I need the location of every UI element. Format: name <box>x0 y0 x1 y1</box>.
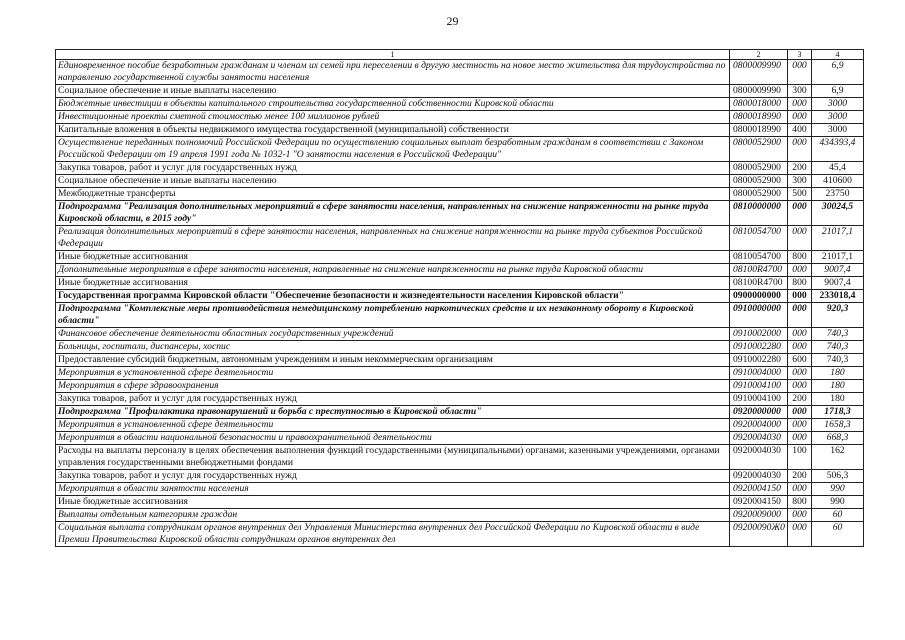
row-amount-cell: 740,3 <box>812 328 864 341</box>
row-amount-cell: 920,3 <box>812 303 864 328</box>
row-code-cell: 0910004100 <box>730 393 788 406</box>
table-row <box>56 290 864 303</box>
row-amount-cell: 60 <box>812 522 864 547</box>
table-row <box>56 201 864 226</box>
row-type-cell: 300 <box>788 175 812 188</box>
row-type-cell: 000 <box>788 226 812 251</box>
row-name-cell: Единовременное пособие безработным гражданам и членам их семей при переселении в другую местность на новое место жительства для трудоустройства по направлению государственной службы занятости населения <box>56 60 730 85</box>
table-row <box>56 483 864 496</box>
table-row <box>56 124 864 137</box>
table-row <box>56 251 864 264</box>
row-amount-cell: 45,4 <box>812 162 864 175</box>
row-type-cell: 300 <box>788 85 812 98</box>
row-amount-cell: 740,3 <box>812 341 864 354</box>
header-cell: 4 <box>812 50 864 60</box>
row-type-cell: 000 <box>788 328 812 341</box>
row-amount-cell: 434393,4 <box>812 137 864 162</box>
row-name-cell: Социальное обеспечение и иные выплаты населению <box>56 175 730 188</box>
table-row <box>56 264 864 277</box>
row-amount-cell: 21017,1 <box>812 251 864 264</box>
row-amount-cell: 162 <box>812 445 864 470</box>
header-cell: 1 <box>56 50 730 60</box>
row-name-cell: Межбюджетные трансферты <box>56 188 730 201</box>
table-row <box>56 509 864 522</box>
row-name-cell: Государственная программа Кировской области "Обеспечение безопасности и жизнедеятельности населения Кировской области" <box>56 290 730 303</box>
row-type-cell: 000 <box>788 341 812 354</box>
row-amount-cell: 23750 <box>812 188 864 201</box>
row-code-cell: 0920004030 <box>730 470 788 483</box>
row-type-cell: 000 <box>788 406 812 419</box>
table-row <box>56 98 864 111</box>
table-row <box>56 226 864 251</box>
row-name-cell: Бюджетные инвестиции в объекты капитального строительства государственной собственности Кировской области <box>56 98 730 111</box>
row-name-cell: Финансовое обеспечение деятельности областных государственных учреждений <box>56 328 730 341</box>
table-row <box>56 393 864 406</box>
row-name-cell: Мероприятия в сфере здравоохранения <box>56 380 730 393</box>
row-amount-cell: 30024,5 <box>812 201 864 226</box>
table-row <box>56 522 864 547</box>
row-name-cell: Подпрограмма "Профилактика правонарушений и борьба с преступностью в Кировской области" <box>56 406 730 419</box>
row-amount-cell: 1658,3 <box>812 419 864 432</box>
row-code-cell: 0800009990 <box>730 85 788 98</box>
row-code-cell: 0910000000 <box>730 303 788 328</box>
table-row <box>56 470 864 483</box>
row-type-cell: 000 <box>788 303 812 328</box>
row-type-cell: 800 <box>788 277 812 290</box>
row-name-cell: Социальное обеспечение и иные выплаты населению <box>56 85 730 98</box>
table-row <box>56 188 864 201</box>
row-amount-cell: 9007,4 <box>812 264 864 277</box>
row-code-cell: 0800052900 <box>730 175 788 188</box>
row-name-cell: Больницы, госпитали, диспансеры, хоспис <box>56 341 730 354</box>
table-header-row <box>56 50 864 60</box>
row-type-cell: 000 <box>788 201 812 226</box>
table-row <box>56 354 864 367</box>
row-type-cell: 200 <box>788 470 812 483</box>
row-name-cell: Осуществление переданных полномочий Российской Федерации по осуществлению социальных выплат безработным гражданам в соответствии с Законом Российской Федерации от 19 апреля 1991 года № 1032-1 "О занятости населения в Российской Федерации" <box>56 137 730 162</box>
row-type-cell: 000 <box>788 137 812 162</box>
row-name-cell: Подпрограмма "Комплексные меры противодействия немедицинскому потреблению наркотических средств и их незаконному обороту в Кировской области" <box>56 303 730 328</box>
row-name-cell: Капитальные вложения в объекты недвижимого имущества государственной (муниципальной) собственности <box>56 124 730 137</box>
table-row <box>56 175 864 188</box>
table-row <box>56 277 864 290</box>
table-row <box>56 380 864 393</box>
row-code-cell: 0920004030 <box>730 445 788 470</box>
row-name-cell: Мероприятия в области национальной безопасности и правоохранительной деятельности <box>56 432 730 445</box>
row-code-cell: 0910002000 <box>730 328 788 341</box>
row-amount-cell: 990 <box>812 483 864 496</box>
row-code-cell: 08100R4700 <box>730 264 788 277</box>
row-name-cell: Мероприятия в установленной сфере деятельности <box>56 419 730 432</box>
row-name-cell: Закупка товаров, работ и услуг для государственных нужд <box>56 470 730 483</box>
row-name-cell: Предоставление субсидий бюджетным, автономным учреждениям и иным некоммерческим организациям <box>56 354 730 367</box>
table-row <box>56 367 864 380</box>
row-name-cell: Иные бюджетные ассигнования <box>56 251 730 264</box>
table-row <box>56 419 864 432</box>
page-number: 29 <box>446 14 459 28</box>
budget-table-body <box>56 50 864 547</box>
row-name-cell: Закупка товаров, работ и услуг для государственных нужд <box>56 393 730 406</box>
row-amount-cell: 6,9 <box>812 85 864 98</box>
row-code-cell: 0800009990 <box>730 60 788 85</box>
row-code-cell: 0800018990 <box>730 124 788 137</box>
row-name-cell: Подпрограмма "Реализация дополнительных мероприятий в сфере занятости населения, направленных на снижение напряженности на рынке труда Кировской области, в 2015 году" <box>56 201 730 226</box>
row-code-cell: 0800052900 <box>730 162 788 175</box>
table-row <box>56 496 864 509</box>
row-code-cell: 0910002280 <box>730 354 788 367</box>
row-name-cell: Закупка товаров, работ и услуг для государственных нужд <box>56 162 730 175</box>
table-row <box>56 432 864 445</box>
row-name-cell: Дополнительные мероприятия в сфере занятости населения, направленные на снижение напряженности на рынке труда Кировской области <box>56 264 730 277</box>
table-row <box>56 328 864 341</box>
table-row <box>56 445 864 470</box>
row-type-cell: 600 <box>788 354 812 367</box>
row-code-cell: 0920004000 <box>730 419 788 432</box>
row-code-cell: 0800052900 <box>730 137 788 162</box>
row-type-cell: 000 <box>788 290 812 303</box>
table-row <box>56 162 864 175</box>
row-name-cell: Иные бюджетные ассигнования <box>56 496 730 509</box>
row-code-cell: 0810000000 <box>730 201 788 226</box>
row-type-cell: 000 <box>788 60 812 85</box>
row-name-cell: Мероприятия в установленной сфере деятельности <box>56 367 730 380</box>
row-type-cell: 000 <box>788 483 812 496</box>
table-row <box>56 85 864 98</box>
row-code-cell: 0910002280 <box>730 341 788 354</box>
row-amount-cell: 3000 <box>812 111 864 124</box>
row-code-cell: 0810054700 <box>730 226 788 251</box>
row-amount-cell: 6,9 <box>812 60 864 85</box>
row-code-cell: 0920000000 <box>730 406 788 419</box>
row-type-cell: 000 <box>788 509 812 522</box>
row-amount-cell: 180 <box>812 367 864 380</box>
row-code-cell: 0800018000 <box>730 98 788 111</box>
row-amount-cell: 3000 <box>812 124 864 137</box>
row-type-cell: 000 <box>788 419 812 432</box>
table-row <box>56 137 864 162</box>
row-type-cell: 200 <box>788 162 812 175</box>
table-row <box>56 303 864 328</box>
row-code-cell: 09200090Ж0 <box>730 522 788 547</box>
row-type-cell: 500 <box>788 188 812 201</box>
header-cell: 2 <box>730 50 788 60</box>
row-amount-cell: 9007,4 <box>812 277 864 290</box>
row-name-cell: Иные бюджетные ассигнования <box>56 277 730 290</box>
row-type-cell: 400 <box>788 124 812 137</box>
row-code-cell: 0920009000 <box>730 509 788 522</box>
row-code-cell: 0920004030 <box>730 432 788 445</box>
row-type-cell: 200 <box>788 393 812 406</box>
row-type-cell: 000 <box>788 111 812 124</box>
row-type-cell: 000 <box>788 522 812 547</box>
row-name-cell: Мероприятия в области занятости населения <box>56 483 730 496</box>
table-row <box>56 341 864 354</box>
row-amount-cell: 506,3 <box>812 470 864 483</box>
row-type-cell: 000 <box>788 432 812 445</box>
row-code-cell: 0920004150 <box>730 483 788 496</box>
row-amount-cell: 740,3 <box>812 354 864 367</box>
row-name-cell: Реализация дополнительных мероприятий в сфере занятости населения, направленных на снижение напряженности на рынке труда субъектов Российской Федерации <box>56 226 730 251</box>
row-type-cell: 000 <box>788 367 812 380</box>
table-row <box>56 111 864 124</box>
row-code-cell: 0810054700 <box>730 251 788 264</box>
row-amount-cell: 3000 <box>812 98 864 111</box>
row-amount-cell: 990 <box>812 496 864 509</box>
header-cell: 3 <box>788 50 812 60</box>
table-row <box>56 60 864 85</box>
row-amount-cell: 180 <box>812 393 864 406</box>
row-type-cell: 800 <box>788 496 812 509</box>
row-name-cell: Социальная выплата сотрудникам органов внутренних дел Управления Министерства внутренних дел Российской Федерации по Кировской области в виде Премии Правительства Кировской области сотрудникам органов внутренних дел <box>56 522 730 547</box>
table-row <box>56 406 864 419</box>
budget-table <box>55 49 864 547</box>
row-code-cell: 0910004000 <box>730 367 788 380</box>
row-code-cell: 08100R4700 <box>730 277 788 290</box>
row-code-cell: 0800052900 <box>730 188 788 201</box>
row-code-cell: 0800018990 <box>730 111 788 124</box>
row-code-cell: 0920004150 <box>730 496 788 509</box>
row-name-cell: Выплаты отдельным категориям граждан <box>56 509 730 522</box>
row-name-cell: Расходы на выплаты персоналу в целях обеспечения выполнения функций государственными (муниципальными) органами, казенными учреждениями, органами управления государственными внебюджетными фондами <box>56 445 730 470</box>
row-amount-cell: 233018,4 <box>812 290 864 303</box>
row-type-cell: 800 <box>788 251 812 264</box>
row-amount-cell: 410600 <box>812 175 864 188</box>
row-type-cell: 100 <box>788 445 812 470</box>
row-code-cell: 0900000000 <box>730 290 788 303</box>
row-amount-cell: 1718,3 <box>812 406 864 419</box>
row-amount-cell: 21017,1 <box>812 226 864 251</box>
row-type-cell: 000 <box>788 98 812 111</box>
row-type-cell: 000 <box>788 264 812 277</box>
row-amount-cell: 180 <box>812 380 864 393</box>
row-amount-cell: 60 <box>812 509 864 522</box>
row-type-cell: 000 <box>788 380 812 393</box>
row-code-cell: 0910004100 <box>730 380 788 393</box>
row-amount-cell: 668,3 <box>812 432 864 445</box>
row-name-cell: Инвестиционные проекты сметной стоимостью менее 100 миллионов рублей <box>56 111 730 124</box>
